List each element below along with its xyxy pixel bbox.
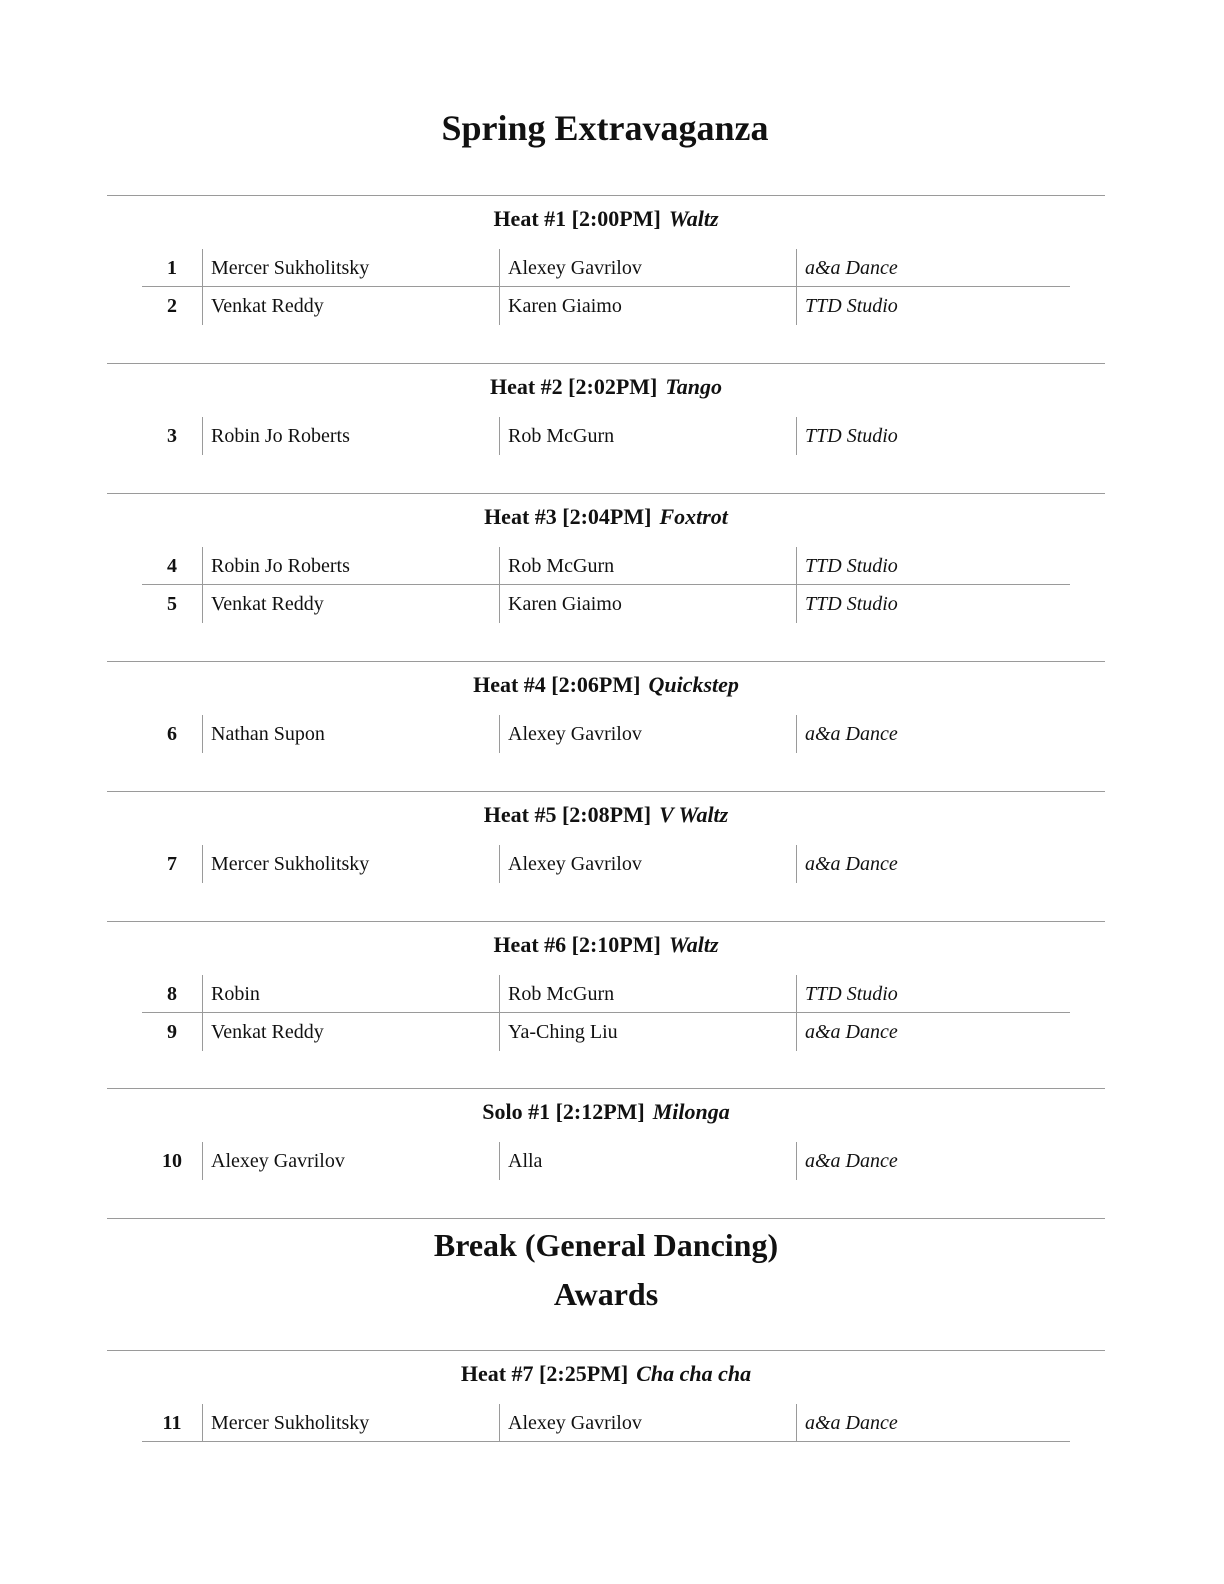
heat-label: Solo #1 [2:12PM] xyxy=(482,1099,645,1124)
divider xyxy=(107,661,1105,662)
table-row xyxy=(142,547,1070,585)
entry-dancer: Robin Jo Roberts xyxy=(202,417,499,455)
heat-title xyxy=(0,671,1212,699)
entry-studio: a&a Dance xyxy=(796,1013,1070,1051)
table-row xyxy=(142,1404,1070,1442)
page-title: Spring Extravaganza xyxy=(441,108,769,148)
heat-title xyxy=(0,1360,1212,1388)
heat-label: Heat #5 [2:08PM] xyxy=(483,802,652,827)
heat-label: Heat #3 [2:04PM] xyxy=(484,504,652,529)
divider xyxy=(107,1218,1105,1219)
heat-dance: Milonga xyxy=(652,1099,730,1124)
entry-dancer: Mercer Sukholitsky xyxy=(202,845,499,883)
table-row xyxy=(142,1013,1070,1051)
table-row xyxy=(142,585,1070,623)
entry-number: 9 xyxy=(167,1021,177,1043)
entry-studio: TTD Studio xyxy=(796,547,1070,584)
table-row xyxy=(142,249,1070,287)
heat-title xyxy=(0,373,1212,401)
entry-studio: a&a Dance xyxy=(796,845,1070,883)
divider xyxy=(107,493,1105,494)
heat-dance: V Waltz xyxy=(659,802,729,827)
divider xyxy=(107,921,1105,922)
entry-number: 3 xyxy=(167,425,177,447)
entry-studio: a&a Dance xyxy=(796,249,1070,286)
table-row xyxy=(142,417,1070,455)
heat-dance: Waltz xyxy=(668,932,719,957)
entry-table xyxy=(142,845,1070,883)
table-row xyxy=(142,715,1070,753)
heat-title xyxy=(0,801,1212,829)
entry-partner: Alexey Gavrilov xyxy=(499,715,796,753)
divider xyxy=(107,363,1105,364)
heat-dance: Quickstep xyxy=(648,672,739,697)
awards-heading: Awards xyxy=(553,1276,659,1312)
entry-dancer: Robin xyxy=(202,975,499,1012)
entry-table xyxy=(142,1404,1070,1442)
entry-number: 4 xyxy=(167,555,177,577)
heat-dance: Tango xyxy=(665,374,723,399)
entry-partner: Alexey Gavrilov xyxy=(499,249,796,286)
heat-label: Heat #6 [2:10PM] xyxy=(493,932,661,957)
divider xyxy=(107,195,1105,196)
entry-dancer: Venkat Reddy xyxy=(202,585,499,623)
table-row xyxy=(142,1142,1070,1180)
entry-partner: Alexey Gavrilov xyxy=(499,845,796,883)
heat-title xyxy=(0,503,1212,531)
entry-studio: TTD Studio xyxy=(796,417,1070,455)
heat-title xyxy=(0,931,1212,959)
entry-table xyxy=(142,249,1070,325)
entry-dancer: Mercer Sukholitsky xyxy=(202,1404,499,1441)
heat-dance: Foxtrot xyxy=(659,504,728,529)
heat-dance: Waltz xyxy=(668,206,719,231)
entry-studio: TTD Studio xyxy=(796,585,1070,623)
entry-table xyxy=(142,715,1070,753)
table-row xyxy=(142,287,1070,325)
heat-label: Heat #1 [2:00PM] xyxy=(493,206,661,231)
entry-dancer: Robin Jo Roberts xyxy=(202,547,499,584)
entry-dancer: Alexey Gavrilov xyxy=(202,1142,499,1180)
entry-table xyxy=(142,417,1070,455)
entry-partner: Karen Giaimo xyxy=(499,287,796,325)
divider xyxy=(107,1350,1105,1351)
entry-number: 6 xyxy=(167,723,177,745)
entry-dancer: Venkat Reddy xyxy=(202,1013,499,1051)
heat-title xyxy=(0,205,1212,233)
entry-dancer: Venkat Reddy xyxy=(202,287,499,325)
divider xyxy=(107,791,1105,792)
entry-number: 5 xyxy=(167,593,177,615)
entry-number: 1 xyxy=(167,257,177,279)
entry-partner: Karen Giaimo xyxy=(499,585,796,623)
break-heading: Break (General Dancing) xyxy=(433,1227,779,1263)
entry-number: 11 xyxy=(162,1412,182,1434)
heat-label: Heat #7 [2:25PM] xyxy=(460,1361,629,1386)
entry-number: 2 xyxy=(167,295,177,317)
entry-number: 8 xyxy=(167,983,177,1005)
divider xyxy=(107,1088,1105,1089)
heat-dance: Cha cha cha xyxy=(636,1361,752,1386)
entry-partner: Alexey Gavrilov xyxy=(499,1404,796,1441)
entry-studio: a&a Dance xyxy=(796,1142,1070,1180)
entry-number: 10 xyxy=(162,1150,182,1172)
entry-studio: a&a Dance xyxy=(796,715,1070,753)
entry-partner: Rob McGurn xyxy=(499,417,796,455)
heat-label: Heat #2 [2:02PM] xyxy=(489,374,658,399)
heat-title xyxy=(0,1098,1212,1126)
entry-table xyxy=(142,547,1070,623)
entry-partner: Alla xyxy=(499,1142,796,1180)
entry-partner: Rob McGurn xyxy=(499,975,796,1012)
entry-table xyxy=(142,1142,1070,1180)
table-row xyxy=(142,845,1070,883)
entry-studio: TTD Studio xyxy=(796,975,1070,1012)
entry-studio: TTD Studio xyxy=(796,287,1070,325)
entry-studio: a&a Dance xyxy=(796,1404,1070,1441)
table-row xyxy=(142,975,1070,1013)
entry-partner: Ya-Ching Liu xyxy=(499,1013,796,1051)
heat-label: Heat #4 [2:06PM] xyxy=(473,672,641,697)
entry-dancer: Mercer Sukholitsky xyxy=(202,249,499,286)
entry-number: 7 xyxy=(167,853,177,875)
entry-dancer: Nathan Supon xyxy=(202,715,499,753)
entry-table xyxy=(142,975,1070,1051)
entry-partner: Rob McGurn xyxy=(499,547,796,584)
